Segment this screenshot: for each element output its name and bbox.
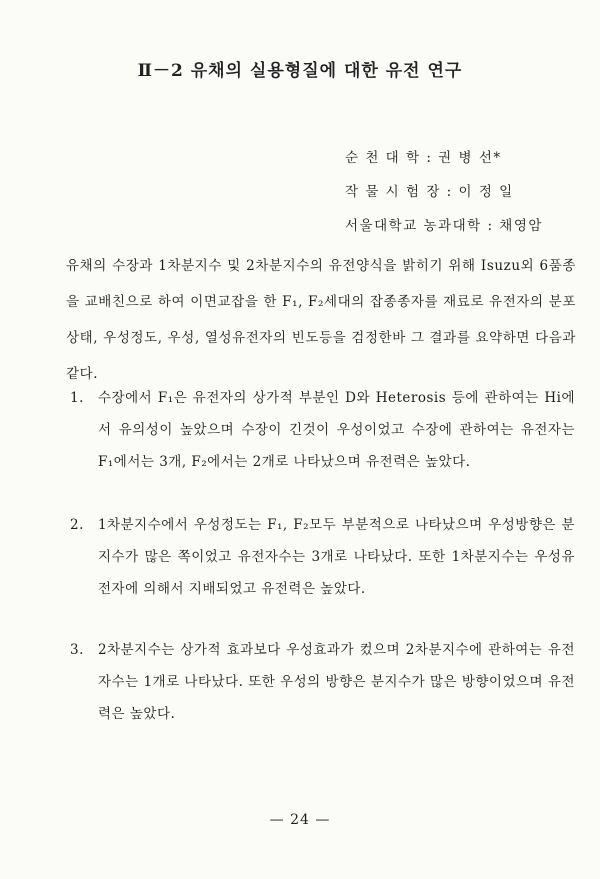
finding-text: 1차분지수에서 우성정도는 F₁, F₂모두 부분적으로 나타났으며 우성방향은 분지수가 많은 쪽이었고 유전자수는 3개로 나타났다. 또한 1차분지수는 우성유전자에 의해서 지배되었고 유전력은 높았다. [98, 517, 575, 597]
author-line: 순 천 대 학 : 권 병 선* [345, 150, 502, 166]
intro-paragraph: 유채의 수장과 1차분지수 및 2차분지수의 유전양식을 밝히기 위해 Isuzu외 6품종을 교배친으로 하여 이면교잡을 한 F₁, F₂세대의 잡종종자를 재료로 유전자의 분포상태, 우성정도, 우성, 열성유전자의 빈도등을 검정한바 그 결과를 요약하면 다음과 같다. [66, 258, 576, 382]
finding-number: 3. [70, 642, 84, 658]
author-line: 작 물 시 험 장 : 이 정 일 [345, 184, 514, 200]
finding-number: 1. [70, 390, 84, 406]
page-number: — 24 — [269, 812, 331, 828]
finding-item [70, 382, 575, 478]
finding-item [70, 634, 575, 730]
finding-text: 2차분지수는 상가적 효과보다 우성효과가 컸으며 2차분지수에 관하여는 유전자수는 1개로 나타났다. 또한 우성의 방향은 분지수가 많은 방향이었으며 유전력은 높았다. [98, 642, 575, 722]
author-line: 서울대학교 농과대학 : 채영암 [345, 218, 543, 234]
finding-number: 2. [70, 517, 84, 533]
finding-item [70, 509, 575, 605]
page-title: Ⅱ－2 유채의 실용형질에 대한 유전 연구 [137, 61, 463, 81]
finding-text: 수장에서 F₁은 유전자의 상가적 부분인 D와 Heterosis 등에 관하여는 Hi에서 유의성이 높았으며 수장이 긴것이 우성이었고 수장에 관하여는 유전자는 F₁에서는 3개, F₂에서는 2개로 나타났으며 유전력은 높았다. [98, 390, 575, 470]
author-list [345, 141, 575, 243]
